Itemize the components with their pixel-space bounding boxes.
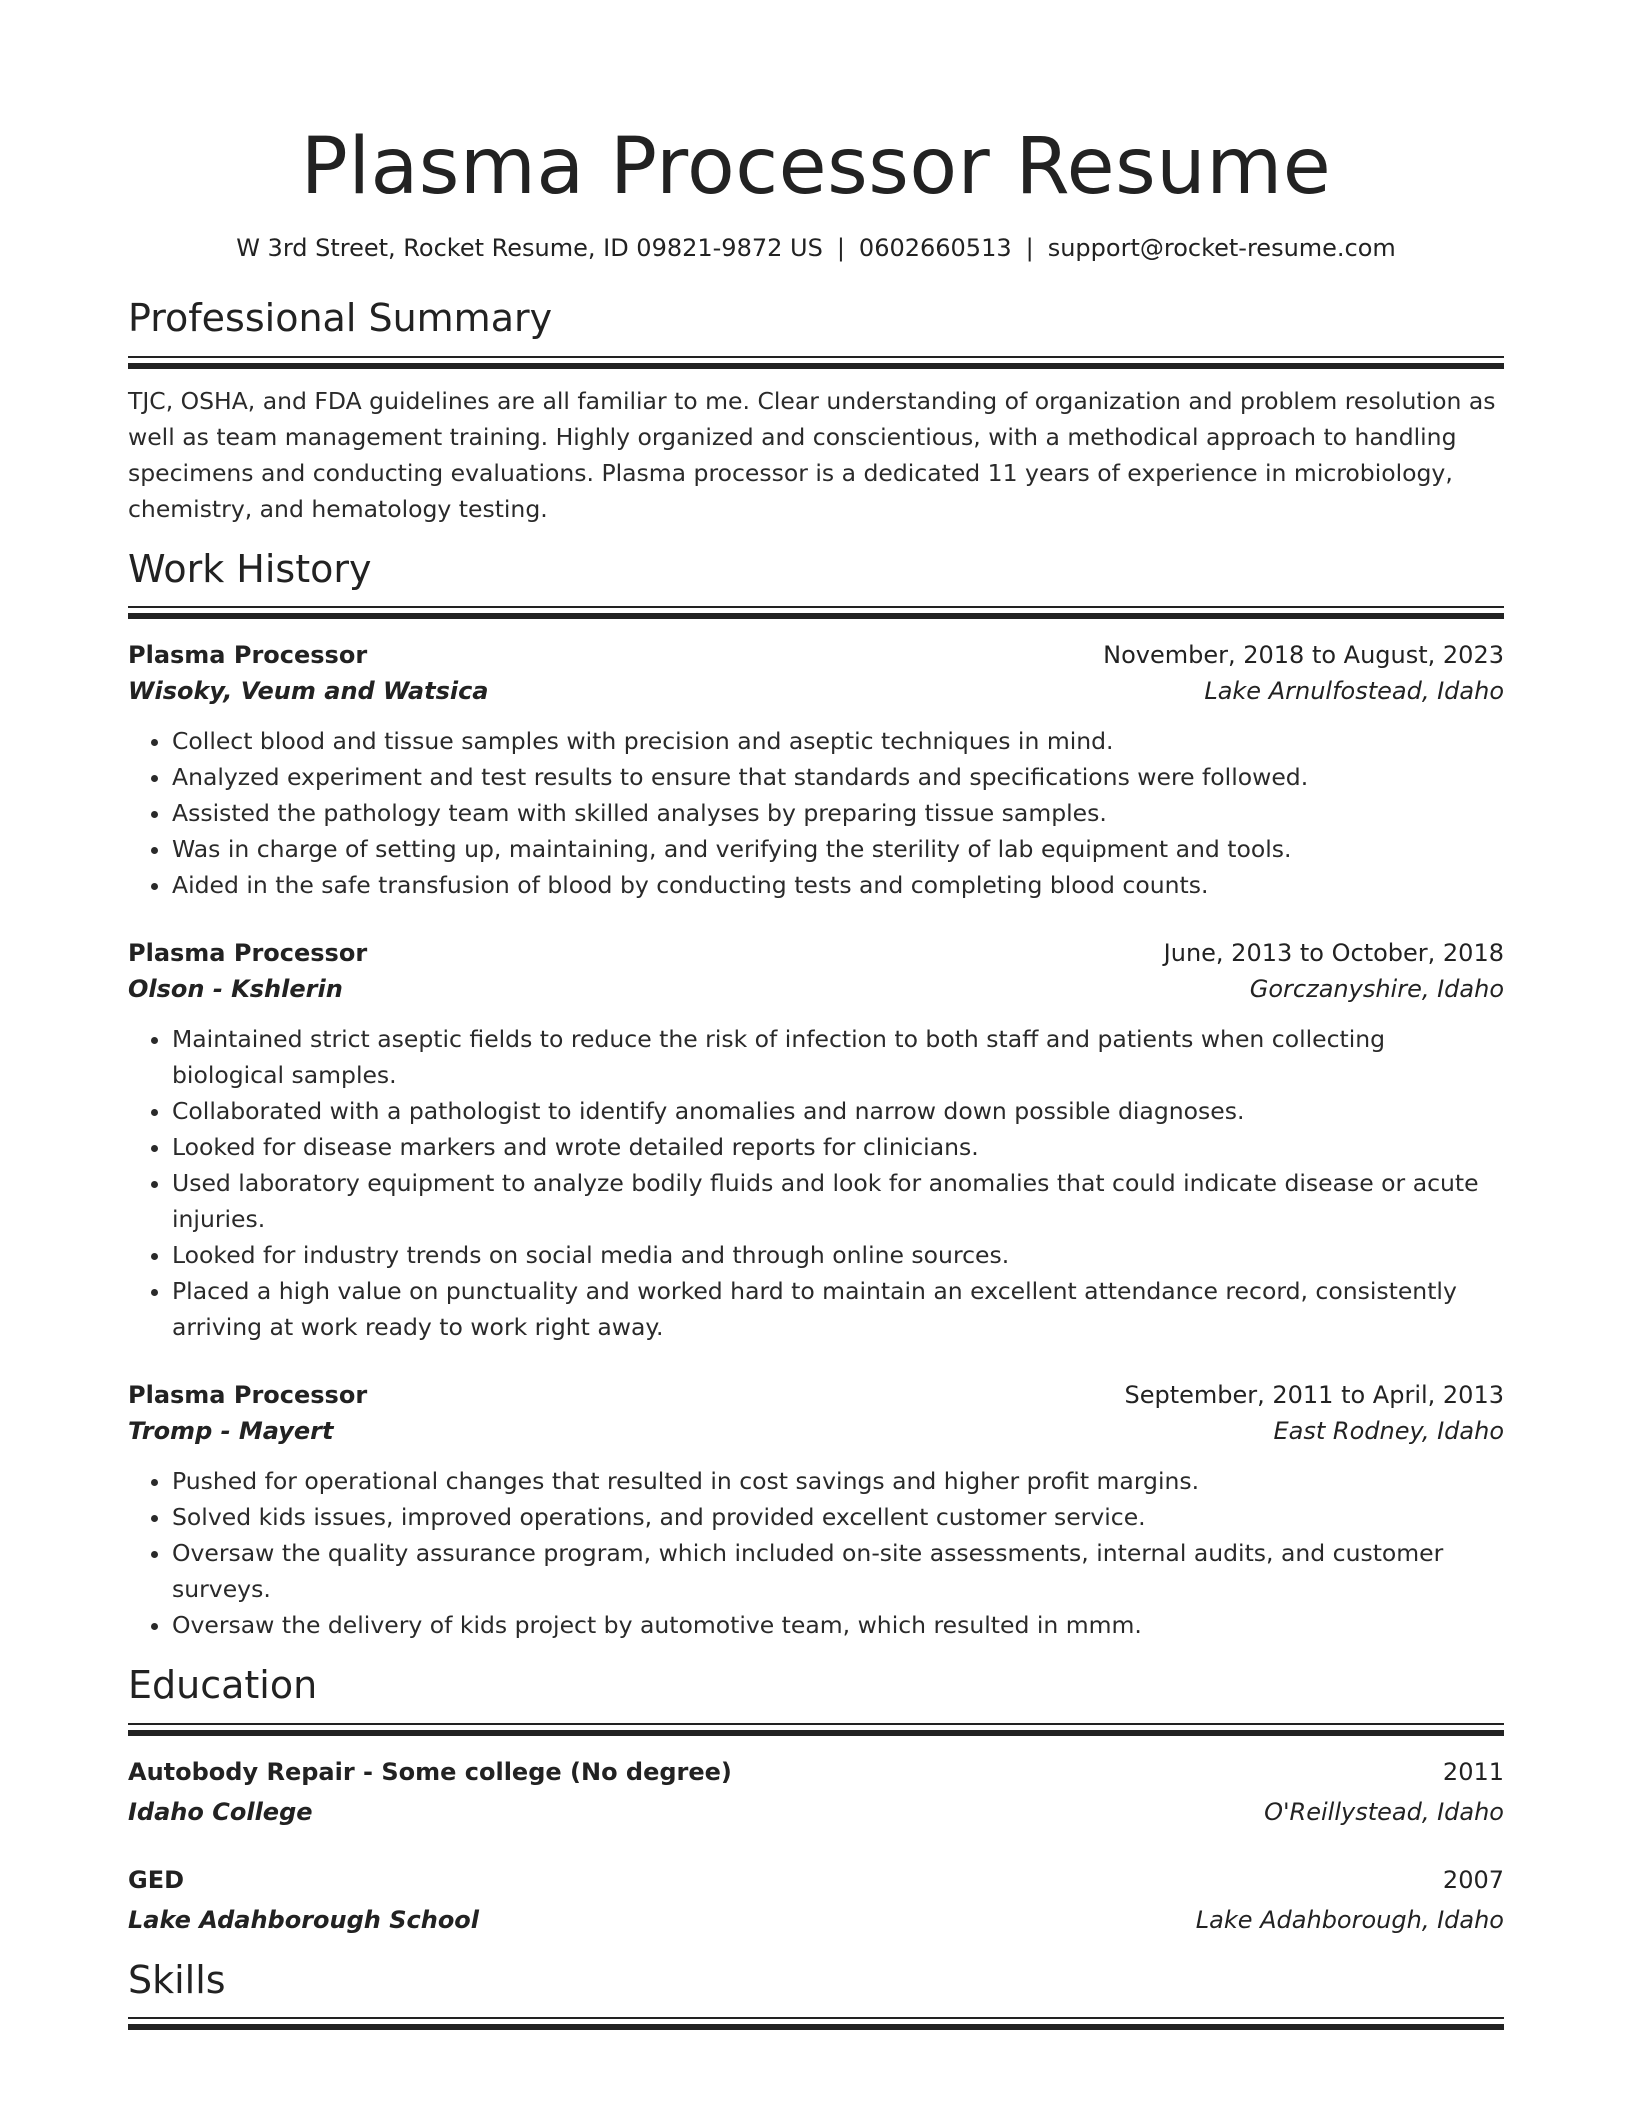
job-company: Tromp - Mayert [128,1417,334,1446]
contact-line [128,234,1504,262]
job-title: Plasma Processor [128,641,368,670]
contact-address: W 3rd Street, Rocket Resume, ID 09821-9872 US [236,234,823,262]
job-dates: November, 2018 to August, 2023 [1103,641,1504,670]
job-bullets [128,723,1504,903]
education-location: Lake Adahborough, Idaho [1195,1905,1504,1934]
section-heading-skills: Skills [128,1957,226,2002]
job-bullet: • Oversaw the quality assurance program, which included on-site assessments, internal audits, and customer surveys. [172,1535,1504,1607]
job-location: Lake Arnulfostead, Idaho [1204,677,1504,706]
job-title: Plasma Processor [128,939,368,968]
work-history-section [128,547,1504,1644]
education-school: Lake Adahborough School [128,1905,480,1934]
section-heading-work-history: Work History [128,546,372,591]
job-bullet: • Collect blood and tissue samples with precision and aseptic techniques in mind. [172,723,1504,759]
education-entry [128,1754,1504,1830]
job-bullets [128,1463,1504,1643]
job-entry [128,637,1504,903]
skills-section [128,1958,1504,2031]
education-degree: Autobody Repair - Some college (No degree) [128,1757,732,1786]
job-bullet: • Aided in the safe transfusion of blood by conducting tests and completing blood counts. [172,867,1504,903]
job-company: Wisoky, Veum and Watsica [128,677,489,706]
resume-title: Plasma Processor Resume [300,122,1332,212]
job-bullet: • Placed a high value on punctuality and worked hard to maintain an excellent attendance record, consistently arriving at work ready to work right away. [172,1273,1504,1345]
job-bullet: • Assisted the pathology team with skilled analyses by preparing tissue samples. [172,795,1504,831]
summary-text: TJC, OSHA, and FDA guidelines are all familiar to me. Clear understanding of organization and problem resolution as well as team management training. Highly organized and conscientious, with a methodical approach to handling specimens and conducting evaluations. Plasma processor is a dedicated 11 years of experience in microbiology, chemistry, and hematology testing. [128,386,1496,523]
job-company: Olson - Kshlerin [128,975,343,1004]
contact-phone: 0602660513 [858,234,1012,262]
job-bullet: • Analyzed experiment and test results to ensure that standards and specifications were followed. [172,759,1504,795]
contact-email: support@rocket-resume.com [1047,234,1396,262]
summary-section [128,296,1504,527]
education-location: O'Reillystead, Idaho [1264,1797,1504,1826]
education-year: 2007 [1442,1865,1504,1894]
job-location: East Rodney, Idaho [1273,1417,1504,1446]
education-year: 2011 [1442,1757,1504,1786]
job-bullet: • Used laboratory equipment to analyze bodily fluids and look for anomalies that could indicate disease or acute injuries. [172,1165,1504,1237]
job-entry [128,935,1504,1345]
job-dates: June, 2013 to October, 2018 [1163,939,1504,968]
job-bullet: • Looked for industry trends on social media and through online sources. [172,1237,1504,1273]
job-location: Gorczanyshire, Idaho [1249,975,1504,1004]
job-bullet: • Maintained strict aseptic fields to reduce the risk of infection to both staff and patients when collecting biological samples. [172,1021,1504,1093]
education-entry [128,1862,1504,1938]
job-dates: September, 2011 to April, 2013 [1124,1381,1504,1410]
job-bullet: • Pushed for operational changes that resulted in cost savings and higher profit margins. [172,1463,1504,1499]
contact-separator: | [1025,234,1034,262]
job-bullet: • Collaborated with a pathologist to identify anomalies and narrow down possible diagnoses. [172,1093,1504,1129]
job-bullets [128,1021,1504,1345]
education-section [128,1663,1504,1938]
section-heading-summary: Professional Summary [128,296,553,340]
job-title: Plasma Processor [128,1381,368,1410]
job-bullet: • Solved kids issues, improved operations, and provided excellent customer service. [172,1499,1504,1535]
contact-separator: | [836,234,845,262]
education-school: Idaho College [128,1797,313,1826]
job-bullet: • Oversaw the delivery of kids project by automotive team, which resulted in mmm. [172,1607,1504,1643]
job-bullet: • Was in charge of setting up, maintaining, and verifying the sterility of lab equipment and tools. [172,831,1504,867]
section-divider [128,2017,1504,2030]
job-entry [128,1377,1504,1643]
section-divider [128,356,1504,369]
section-divider [128,1723,1504,1736]
education-degree: GED [128,1865,185,1894]
section-heading-education: Education [128,1663,318,1708]
job-bullet: • Looked for disease markers and wrote detailed reports for clinicians. [172,1129,1504,1165]
section-divider [128,606,1504,619]
